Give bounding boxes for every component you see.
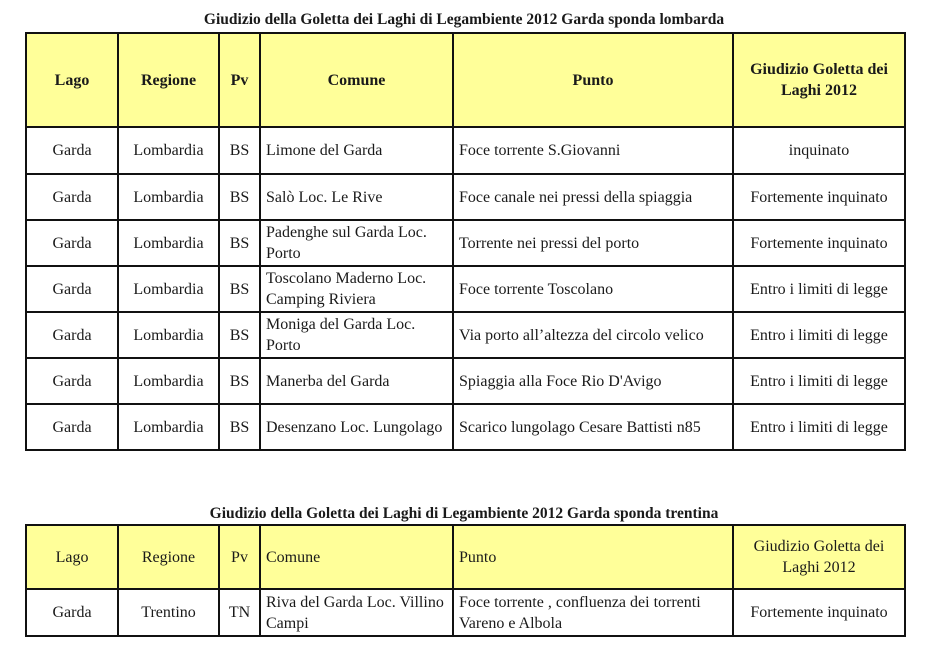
cell-regione: Lombardia — [118, 312, 219, 358]
header-pv: Pv — [219, 33, 260, 127]
cell-lago: Garda — [26, 589, 118, 636]
cell-lago: Garda — [26, 404, 118, 450]
cell-regione: Lombardia — [118, 220, 219, 266]
cell-comune: Moniga del Garda Loc. Porto — [260, 312, 453, 358]
cell-punto: Foce torrente , confluenza dei torrenti Vareno e Albola — [453, 589, 733, 636]
cell-lago: Garda — [26, 266, 118, 312]
cell-comune: Manerba del Garda — [260, 358, 453, 404]
cell-comune: Salò Loc. Le Rive — [260, 174, 453, 220]
header-comune: Comune — [260, 525, 453, 589]
table-header-row — [26, 33, 905, 127]
cell-regione: Lombardia — [118, 127, 219, 174]
cell-giudizio: Fortemente inquinato — [733, 220, 905, 266]
cell-punto: Foce torrente S.Giovanni — [453, 127, 733, 174]
cell-pv: BS — [219, 174, 260, 220]
header-lago: Lago — [26, 525, 118, 589]
header-comune: Comune — [260, 33, 453, 127]
header-punto: Punto — [453, 525, 733, 589]
header-lago: Lago — [26, 33, 118, 127]
cell-punto: Torrente nei pressi del porto — [453, 220, 733, 266]
table-header-row — [26, 525, 905, 589]
cell-lago: Garda — [26, 127, 118, 174]
table2-caption: Giudizio della Goletta dei Laghi di Legambiente 2012 Garda sponda trentina — [209, 505, 719, 522]
cell-punto: Spiaggia alla Foce Rio D'Avigo — [453, 358, 733, 404]
cell-comune: Padenghe sul Garda Loc. Porto — [260, 220, 453, 266]
cell-pv: BS — [219, 312, 260, 358]
table-row — [26, 358, 905, 404]
cell-giudizio: inquinato — [733, 127, 905, 174]
cell-comune: Desenzano Loc. Lungolago — [260, 404, 453, 450]
cell-comune: Limone del Garda — [260, 127, 453, 174]
cell-pv: BS — [219, 127, 260, 174]
cell-regione: Lombardia — [118, 174, 219, 220]
cell-comune: Riva del Garda Loc. Villino Campi — [260, 589, 453, 636]
cell-giudizio: Entro i limiti di legge — [733, 266, 905, 312]
cell-regione: Trentino — [118, 589, 219, 636]
table-row — [26, 404, 905, 450]
cell-giudizio: Fortemente inquinato — [733, 589, 905, 636]
table-row — [26, 312, 905, 358]
cell-punto: Foce canale nei pressi della spiaggia — [453, 174, 733, 220]
header-regione: Regione — [118, 33, 219, 127]
table-row — [26, 220, 905, 266]
cell-lago: Garda — [26, 174, 118, 220]
table1-caption: Giudizio della Goletta dei Laghi di Legambiente 2012 Garda sponda lombarda — [203, 11, 725, 28]
cell-giudizio: Entro i limiti di legge — [733, 404, 905, 450]
lombardia-results-table — [25, 32, 906, 451]
header-punto: Punto — [453, 33, 733, 127]
cell-punto: Foce torrente Toscolano — [453, 266, 733, 312]
header-regione: Regione — [118, 525, 219, 589]
cell-lago: Garda — [26, 312, 118, 358]
cell-lago: Garda — [26, 358, 118, 404]
cell-pv: BS — [219, 220, 260, 266]
cell-regione: Lombardia — [118, 266, 219, 312]
cell-pv: BS — [219, 358, 260, 404]
header-pv: Pv — [219, 525, 260, 589]
header-giudizio: Giudizio Goletta dei Laghi 2012 — [733, 33, 905, 127]
cell-giudizio: Entro i limiti di legge — [733, 358, 905, 404]
cell-regione: Lombardia — [118, 404, 219, 450]
cell-giudizio: Fortemente inquinato — [733, 174, 905, 220]
cell-punto: Via porto all’altezza del circolo velico — [453, 312, 733, 358]
table-row — [26, 174, 905, 220]
table-row — [26, 266, 905, 312]
trentino-results-table — [25, 524, 906, 637]
cell-pv: TN — [219, 589, 260, 636]
cell-regione: Lombardia — [118, 358, 219, 404]
cell-lago: Garda — [26, 220, 118, 266]
cell-comune: Toscolano Maderno Loc. Camping Riviera — [260, 266, 453, 312]
cell-giudizio: Entro i limiti di legge — [733, 312, 905, 358]
table-row — [26, 127, 905, 174]
header-giudizio: Giudizio Goletta dei Laghi 2012 — [733, 525, 905, 589]
cell-punto: Scarico lungolago Cesare Battisti n85 — [453, 404, 733, 450]
cell-pv: BS — [219, 404, 260, 450]
table-row — [26, 589, 905, 636]
cell-pv: BS — [219, 266, 260, 312]
